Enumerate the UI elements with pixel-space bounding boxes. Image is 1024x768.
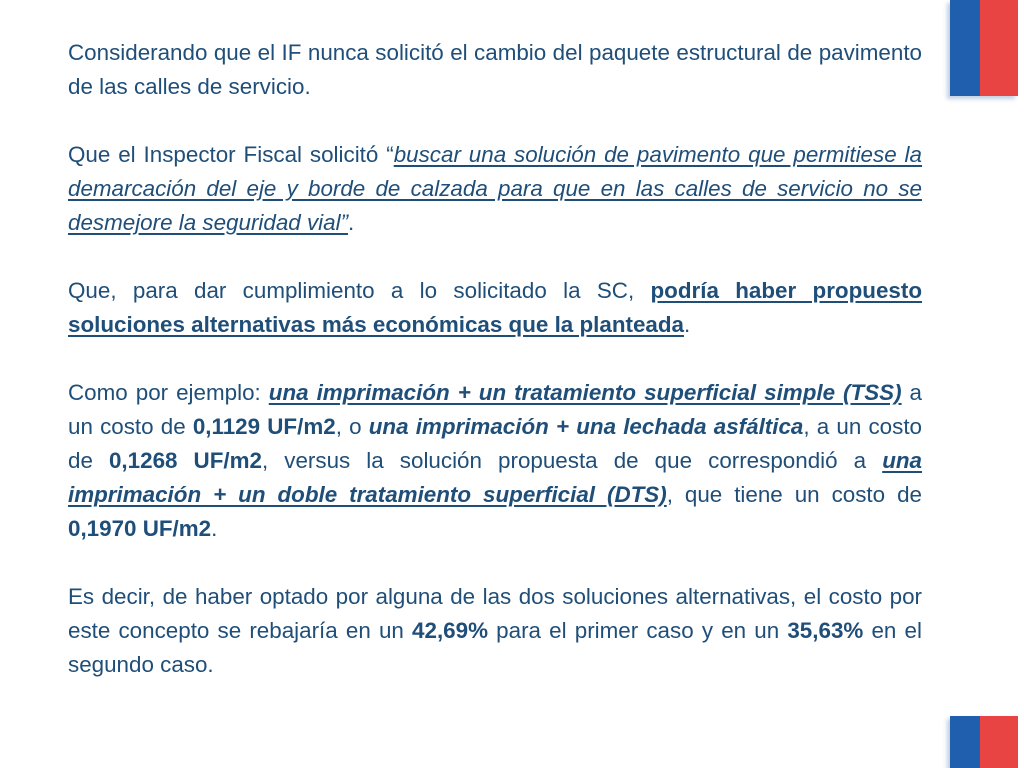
p4-cost-lechada: 0,1268 UF/m2 — [108, 448, 262, 473]
p5-pct-second: 35,63% — [787, 618, 864, 643]
paragraph-4 — [68, 376, 922, 546]
flag-red-stripe — [980, 0, 1018, 96]
p4-cost-tss: 0,1129 UF/m2 — [192, 414, 336, 439]
p4-text-m: . — [211, 516, 218, 541]
paragraph-1 — [68, 36, 922, 104]
p5-text-a: Es decir, de haber optado por alguna de las dos soluciones alternativas, el costo por este concepto se rebajaría en un — [68, 584, 922, 643]
slide-body — [68, 36, 922, 682]
flag-blue-stripe — [950, 716, 980, 768]
p5-pct-first: 42,69% — [412, 618, 488, 643]
p4-text-e: , o — [335, 414, 369, 439]
p4-text-i: , versus la solución propuesta de que correspondió a — [261, 448, 883, 473]
paragraph-3 — [68, 274, 922, 342]
paragraph-2 — [68, 138, 922, 240]
p4-option-dts: una imprimación + un doble tratamiento superficial (DTS) — [68, 448, 922, 507]
p3-emphasis: podría haber propuesto soluciones alternativas más económicas que la planteada — [68, 278, 922, 337]
paragraph-5 — [68, 580, 922, 682]
p3-text-c: . — [683, 312, 691, 337]
p2-text-a: Que el Inspector Fiscal solicitó “ — [68, 142, 394, 167]
flag-stripes-bottom — [950, 716, 1018, 768]
p5-text-e: en el segundo caso. — [68, 618, 922, 677]
p4-option-tss: una imprimación + un tratamiento superficial simple (TSS) — [268, 380, 902, 405]
flag-red-stripe — [980, 716, 1018, 768]
p1-text: Considerando que el IF nunca solicitó el cambio del paquete estructural de pavimento de las calles de servicio. — [68, 40, 922, 99]
flag-blue-stripe — [950, 0, 980, 96]
p4-text-a: Como por ejemplo: — [68, 380, 269, 405]
p2-quote: buscar una solución de pavimento que permitiese la demarcación del eje y borde de calzada para que en las calles de servicio no se desmejore la seguridad vial” — [68, 142, 922, 235]
p4-text-g: , a un costo de — [68, 414, 922, 473]
p5-text-c: para el primer caso y en un — [488, 618, 788, 643]
p2-text-c: . — [348, 210, 355, 235]
flag-stripes-top — [950, 0, 1018, 96]
p3-text-a: Que, para dar cumplimiento a lo solicitado la SC, — [68, 278, 651, 303]
p4-text-c: a un costo de — [68, 380, 922, 439]
p4-option-lechada: una imprimación + una lechada asfáltica — [368, 414, 804, 439]
p4-text-k: , que tiene un costo de — [666, 482, 922, 507]
p4-cost-dts: 0,1970 UF/m2 — [68, 516, 212, 541]
